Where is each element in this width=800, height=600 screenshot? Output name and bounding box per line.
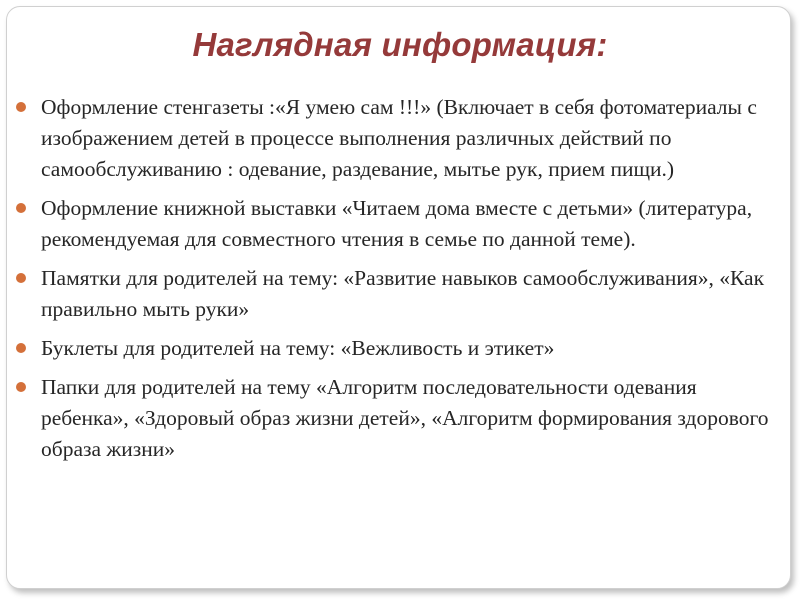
bullet-dot-icon xyxy=(16,203,26,213)
bullet-dot-icon xyxy=(16,343,26,353)
bullet-text: Оформление книжной выставки «Читаем дома вместе с детьми» (литература, рекомендуемая для совместного чтения в семье по данной теме). xyxy=(41,196,753,251)
bullet-item-book-exhibition xyxy=(16,193,776,255)
bullet-text: Буклеты для родителей на тему: «Вежливость и этикет» xyxy=(41,336,555,360)
bullet-dot-icon xyxy=(16,273,26,283)
bullet-item-booklets xyxy=(16,333,776,364)
bullet-item-folders xyxy=(16,372,776,465)
bullet-item-stengazeta xyxy=(16,92,776,185)
bullet-text: Оформление стенгазеты :«Я умею сам !!!» (Включает в себя фотоматериалы с изображением детей в процессе выполнения различных действий по самообслуживанию : одевание, раздевание, мытье рук, прием пищи.) xyxy=(41,95,757,181)
bullet-list xyxy=(16,92,776,473)
slide-title: Наглядная информация: xyxy=(192,26,608,63)
bullet-dot-icon xyxy=(16,382,26,392)
bullet-dot-icon xyxy=(16,102,26,112)
bullet-item-memos xyxy=(16,263,776,325)
bullet-text: Памятки для родителей на тему: «Развитие навыков самообслуживания», «Как правильно мыть руки» xyxy=(41,266,765,321)
bullet-text: Папки для родителей на тему «Алгоритм последовательности одевания ребенка», «Здоровый образ жизни детей», «Алгоритм формирования здорового образа жизни» xyxy=(41,375,769,461)
